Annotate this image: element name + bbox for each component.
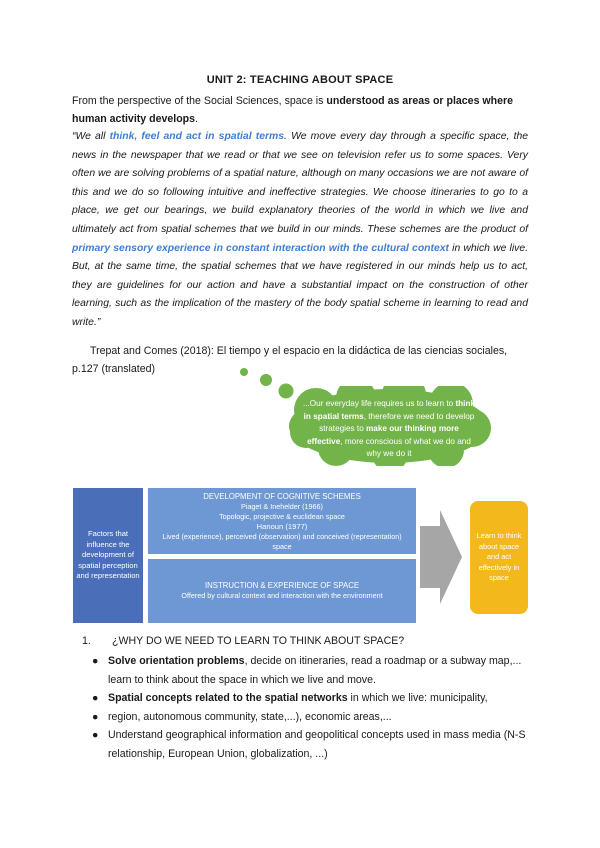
bullet-bold: Spatial concepts related to the spatial networks bbox=[108, 692, 348, 704]
instruction-box bbox=[148, 559, 416, 623]
dev-line-3: Hanoun (1977) bbox=[256, 522, 308, 531]
bubble-text-1: ...Our everyday life requires us to learn to bbox=[302, 399, 456, 408]
intro-text: From the perspective of the Social Sciences, space is bbox=[72, 95, 327, 107]
quote-highlight-1: think, feel and act in spatial terms bbox=[109, 131, 285, 142]
inst-line: Offered by cultural context and interaction with the environment bbox=[181, 591, 383, 600]
section-heading bbox=[72, 632, 542, 650]
list-item bbox=[92, 689, 532, 708]
intro-bold: understood as areas or places where human activity develops bbox=[72, 95, 514, 125]
bullet-text: in which we live: municipality, bbox=[347, 692, 488, 704]
bullet-list bbox=[92, 652, 532, 763]
quote-text-1: “We all bbox=[72, 131, 110, 142]
bubble-text-2: , therefore we need to develop strategies to bbox=[319, 411, 475, 434]
intro-paragraph bbox=[72, 92, 528, 128]
bullet-icon: ● bbox=[92, 692, 99, 704]
thought-bubble-tail bbox=[234, 364, 294, 400]
section-title: ¿WHY DO WE NEED TO LEARN TO THINK ABOUT SPACE? bbox=[112, 635, 405, 647]
page-title: UNIT 2: TEACHING ABOUT SPACE bbox=[206, 74, 394, 86]
quote-paragraph bbox=[72, 128, 528, 333]
dev-title: DEVELOPMENT OF COGNITIVE SCHEMES bbox=[203, 492, 361, 501]
intro-suffix: . bbox=[195, 113, 198, 125]
bullet-icon: ● bbox=[92, 729, 99, 741]
list-item bbox=[92, 708, 532, 727]
factors-label: Factors that influence the development of spatial perception and representation bbox=[76, 529, 140, 581]
quote-text-3: in which we live. But, at the same time, the spatial schemes that we have registered in our minds help us to act, they are guidelines for our action and have a substantial impact on the construction of other learning, such as the implication of the mastery of the body spatial scheme in learning to read and write.” bbox=[72, 242, 528, 328]
dev-line-2: Topologic, projective & euclidean space bbox=[219, 512, 345, 521]
list-item bbox=[92, 726, 532, 763]
bullet-text: region, autonomous community, state,...), economic areas,... bbox=[108, 710, 392, 723]
bullet-icon: ● bbox=[92, 655, 99, 667]
thought-bubble-text bbox=[302, 398, 476, 461]
bullet-text: , decide on itineraries, read a roadmap or a subway map,... learn to think about the space in which we live and move. bbox=[108, 655, 522, 686]
bubble-bold-2: make our thinking more effective bbox=[307, 424, 459, 446]
quote-text-2: . We move every day through a specific space, the news in the newspaper that we read or that we see on television refer us to some spaces. Very often we are solving problems of a spatial nature, although on many occasions we are not aware of this and we do so following intuitive and ineffective strategies. We choose itineraries to go to a place, we get our bearings, we build explanatory theories of the world in which we live and ultimately act from spatial schemes that we build in our minds. These schemes are the product of bbox=[72, 131, 529, 235]
bullet-icon: ● bbox=[92, 710, 99, 723]
factors-box bbox=[73, 488, 143, 623]
learn-box bbox=[470, 501, 528, 614]
dev-line-1: Piaget & Inehelder (1966) bbox=[241, 502, 323, 511]
inst-title: INSTRUCTION & EXPERIENCE OF SPACE bbox=[204, 581, 360, 590]
bullet-text: Understand geographical information and geopolitical concepts used in mass media (N-S relationship, European Union, globalization, ...) bbox=[108, 729, 526, 760]
quote-highlight-2: primary sensory experience in constant interaction with the cultural context bbox=[72, 242, 450, 254]
bullet-bold: Solve orientation problems bbox=[108, 655, 245, 667]
dev-line-4: Lived (experience), perceived (observation) and conceived (representation) space bbox=[162, 532, 402, 551]
learn-label: Learn to think about space and act effectively in space bbox=[476, 531, 522, 583]
citation: Trepat and Comes (2018): El tiempo y el espacio en la didáctica de las ciencias sociales, p.127 (translated) bbox=[72, 345, 508, 375]
cognitive-schemes-box bbox=[148, 488, 416, 554]
right-arrow-icon bbox=[420, 510, 462, 604]
list-item bbox=[92, 652, 532, 689]
bubble-text-3: , more conscious of what we do and why we do it bbox=[340, 436, 471, 459]
bubble-bold-1: think in spatial terms bbox=[303, 399, 475, 421]
section-number: 1. bbox=[82, 635, 91, 647]
